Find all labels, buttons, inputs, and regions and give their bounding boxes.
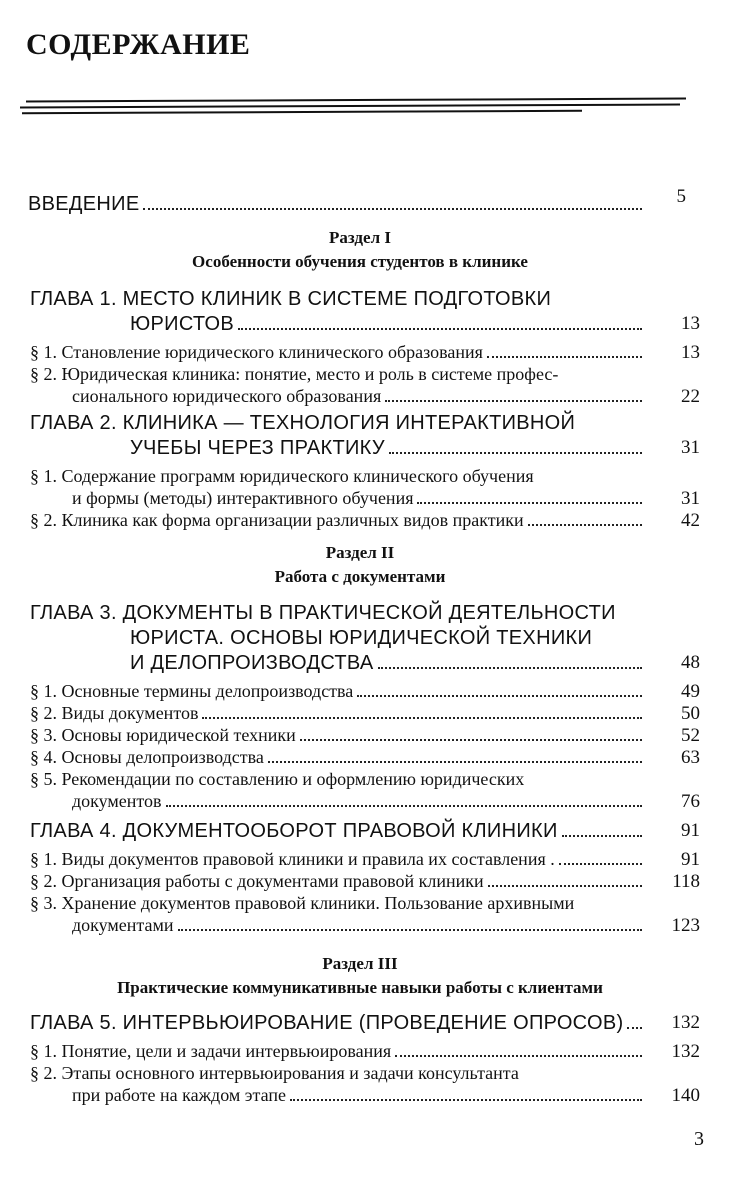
page-ref: 91 — [681, 849, 700, 870]
paragraph-entry — [30, 747, 646, 769]
chapter-heading — [130, 652, 646, 674]
entry-text: § 2. Этапы основного интервьюирования и задачи консультанта — [30, 1063, 519, 1083]
page-ref: 31 — [681, 437, 700, 458]
leader-dots — [562, 835, 642, 837]
entry-text: § 4. Основы делопроизводства — [30, 747, 264, 767]
section-name: Работа с документами — [274, 567, 446, 586]
intro-entry — [28, 193, 646, 215]
leader-dots — [178, 929, 642, 931]
entry-text: ГЛАВА 3. ДОКУМЕНТЫ В ПРАКТИЧЕСКОЙ ДЕЯТЕЛЬНОСТИ — [30, 602, 616, 624]
paragraph-entry — [30, 1063, 519, 1085]
paragraph-entry — [30, 849, 646, 871]
paragraph-entry — [30, 1041, 646, 1063]
paragraph-entry — [72, 791, 646, 813]
chapter-heading — [30, 412, 575, 434]
leader-dots — [357, 695, 642, 697]
entry-text: документами — [72, 915, 174, 935]
paragraph-entry — [72, 488, 646, 510]
leader-dots — [238, 328, 642, 330]
page-ref: 123 — [671, 915, 700, 936]
entry-text: § 1. Становление юридического клинического образования — [30, 342, 483, 362]
section-name: Практические коммуникативные навыки работы с клиентами — [117, 978, 603, 997]
entry-text: ЮРИСТА. ОСНОВЫ ЮРИДИЧЕСКОЙ ТЕХНИКИ — [130, 627, 593, 649]
chapter-heading — [130, 437, 646, 459]
entry-text: § 3. Основы юридической техники — [30, 725, 296, 745]
leader-dots — [202, 717, 642, 719]
entry-text: ГЛАВА 1. МЕСТО КЛИНИК В СИСТЕМЕ ПОДГОТОВКИ — [30, 288, 552, 310]
section-label: Раздел II — [325, 543, 395, 562]
page-ref: 118 — [672, 871, 700, 892]
title-rule — [20, 104, 680, 109]
page-ref: 31 — [681, 488, 700, 509]
paragraph-entry — [30, 681, 646, 703]
leader-dots — [528, 524, 642, 526]
entry-text: § 1. Содержание программ юридического клинического обучения — [30, 466, 534, 486]
page-ref: 140 — [671, 1085, 700, 1106]
page-ref: 50 — [681, 703, 700, 724]
leader-dots — [300, 739, 642, 741]
page-ref: 22 — [681, 386, 700, 407]
page-ref: 13 — [681, 342, 700, 363]
paragraph-entry — [30, 871, 646, 893]
leader-dots — [290, 1099, 642, 1101]
entry-text: § 1. Виды документов правовой клиники и правила их составления . — [30, 849, 555, 869]
entry-text: УЧЕБЫ ЧЕРЕЗ ПРАКТИКУ — [130, 437, 385, 459]
section-name: Особенности обучения студентов в клинике — [192, 252, 528, 271]
paragraph-entry — [30, 342, 646, 364]
chapter-heading — [30, 602, 616, 624]
chapter-heading — [30, 1012, 646, 1034]
leader-dots — [378, 667, 642, 669]
entry-text: и формы (методы) интерактивного обучения — [72, 488, 414, 508]
leader-dots — [395, 1055, 642, 1057]
page-ref: 91 — [681, 820, 700, 841]
entry-text: И ДЕЛОПРОИЗВОДСТВА — [130, 652, 374, 674]
leader-dots — [417, 502, 642, 504]
leader-dots — [559, 863, 642, 865]
page-number: 3 — [694, 1128, 704, 1150]
title-rule — [26, 98, 686, 103]
paragraph-entry — [72, 1085, 646, 1107]
page-ref: 132 — [671, 1041, 700, 1062]
entry-text: § 5. Рекомендации по составлению и оформлению юридических — [30, 769, 525, 789]
page-title: СОДЕРЖАНИЕ — [26, 28, 251, 61]
entry-text: § 2. Юридическая клиника: понятие, место и роль в системе профес- — [30, 364, 559, 384]
entry-text: документов — [72, 791, 162, 811]
paragraph-entry — [30, 769, 524, 791]
title-rule — [22, 110, 582, 114]
page-ref: 49 — [681, 681, 700, 702]
entry-text: ЮРИСТОВ — [130, 313, 235, 335]
entry-text: § 2. Организация работы с документами правовой клиники — [30, 871, 484, 891]
paragraph-entry — [30, 364, 558, 386]
paragraph-entry — [30, 703, 646, 725]
leader-dots — [487, 356, 642, 358]
page-ref: 13 — [681, 313, 700, 334]
paragraph-entry — [30, 725, 646, 747]
leader-dots — [385, 400, 642, 402]
paragraph-entry — [30, 510, 646, 532]
page-ref: 63 — [681, 747, 700, 768]
page-ref: 42 — [681, 510, 700, 531]
chapter-heading — [130, 627, 592, 649]
entry-text: ГЛАВА 4. ДОКУМЕНТООБОРОТ ПРАВОВОЙ КЛИНИКИ — [30, 820, 558, 842]
chapter-heading — [30, 288, 551, 310]
entry-text: § 1. Понятие, цели и задачи интервьюирования — [30, 1041, 392, 1061]
entry-text: § 2. Клиника как форма организации различных видов практики — [30, 510, 524, 530]
page-ref: 48 — [681, 652, 700, 673]
paragraph-entry — [72, 386, 646, 408]
section-label: Раздел I — [329, 228, 391, 247]
paragraph-entry — [30, 893, 574, 915]
page-ref: 52 — [681, 725, 700, 746]
chapter-heading — [130, 313, 646, 335]
entry-text: § 1. Основные термины делопроизводства — [30, 681, 354, 701]
leader-dots — [268, 761, 642, 763]
paragraph-entry — [30, 466, 534, 488]
section-label: Раздел III — [322, 954, 398, 973]
page-ref: 132 — [671, 1012, 700, 1033]
entry-text: § 3. Хранение документов правовой клиники. Пользование архивными — [30, 893, 575, 913]
leader-dots — [389, 452, 642, 454]
chapter-heading — [30, 820, 646, 842]
page-ref: 76 — [681, 791, 700, 812]
entry-text: сионального юридического образования — [72, 386, 382, 406]
leader-dots — [143, 208, 642, 210]
page-ref: 5 — [676, 186, 686, 207]
entry-text: § 2. Виды документов — [30, 703, 199, 723]
entry-text: ГЛАВА 5. ИНТЕРВЬЮИРОВАНИЕ (ПРОВЕДЕНИЕ ОПРОСОВ) — [30, 1012, 624, 1034]
leader-dots — [488, 885, 642, 887]
entry-text: ГЛАВА 2. КЛИНИКА — ТЕХНОЛОГИЯ ИНТЕРАКТИВНОЙ — [30, 412, 576, 434]
paragraph-entry — [72, 915, 646, 937]
leader-dots — [166, 805, 642, 807]
entry-text: ВВЕДЕНИЕ — [28, 193, 140, 215]
entry-text: при работе на каждом этапе — [72, 1085, 286, 1105]
